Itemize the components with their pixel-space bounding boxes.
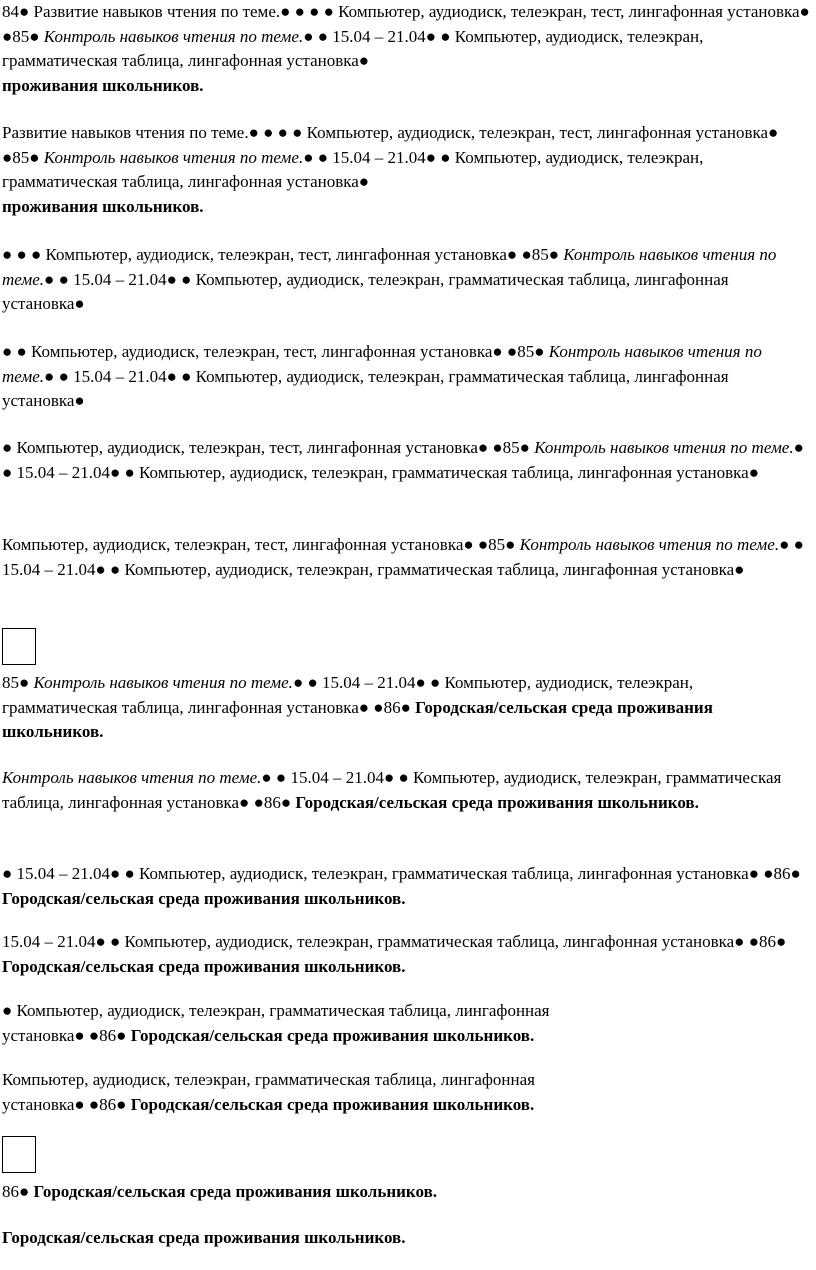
bold-text: Городская/сельская среда проживания школьников. [2,956,406,976]
bold-text: Городская/сельская среда проживания школьников. [2,888,406,908]
text-run: 15.04 – 21.04● ● Компьютер, аудиодиск, телеэкран, грамматическая таблица, лингафонная установка● ●86● [2,932,787,951]
text-fragment [2,121,810,219]
text-run: установка● ●86● [2,1025,131,1045]
text-run: ● ● 15.04 – 21.04● ● Компьютер, аудиодиск, телеэкран, грамматическая таблица, лингафонная установка● [2,269,729,313]
italic-text: Контроль навыков чтения по теме. [2,342,762,386]
bold-text: проживания школьников. [2,75,204,95]
text-run: Развитие навыков чтения по теме.● ● ● ● Компьютер, аудиодиск, телеэкран, тест, лингафонная установка● ●85● [2,123,779,167]
text-run: ● ● 15.04 – 21.04● ● Компьютер, аудиодиск, телеэкран, грамматическая таблица, лингафонная установка● [2,438,804,482]
text-run: ● ● 15.04 – 21.04● ● Компьютер, аудиодиск, телеэкран, грамматическая таблица, лингафонная установка● [2,366,729,410]
text-fragment [2,1226,810,1251]
bold-text: проживания школьников. [2,196,204,216]
text-run: ● ● 15.04 – 21.04● ● Компьютер, аудиодиск, телеэкран, грамматическая таблица, лингафонная установка● [2,26,704,70]
italic-text: Контроль навыков чтения по теме. [33,673,293,692]
italic-text: Контроль навыков чтения по теме. [519,535,780,554]
italic-text: Контроль навыков чтения по теме. [534,438,794,457]
text-run: ● Компьютер, аудиодиск, телеэкран, тест, лингафонная установка● ●85● [2,438,535,457]
text-run: ● ● 15.04 – 21.04● ● Компьютер, аудиодиск, телеэкран, грамматическая таблица, лингафонная установка● [2,147,704,191]
bold-text: Городская/сельская среда проживания школьников. [130,1025,535,1045]
italic-text: Контроль навыков чтения по теме. [43,147,304,167]
bold-text: Городская/сельская среда проживания школьников. [33,1182,438,1201]
italic-text: Контроль навыков чтения по теме. [2,768,262,787]
text-run: ● ● 15.04 – 21.04● ● Компьютер, аудиодиск, телеэкран, грамматическая таблица, лингафонная установка● ●86● [2,673,694,717]
text-fragment [2,243,810,317]
text-run: 86● [2,1182,34,1201]
text-fragment [2,1180,810,1205]
text-run: установка● ●86● [2,1094,131,1114]
bold-text: Городская/сельская среда проживания школьников. [2,1228,406,1247]
text-fragment [2,1068,810,1117]
text-fragment [2,862,810,911]
text-run: ● 15.04 – 21.04● ● Компьютер, аудиодиск, телеэкран, грамматическая таблица, лингафонная установка● ●86● [2,864,801,883]
text-fragment [2,340,810,414]
text-run: ● ● 15.04 – 21.04● ● Компьютер, аудиодиск, телеэкран, грамматическая таблица, лингафонная установка● ●86● [2,768,782,812]
text-fragment [2,999,810,1048]
bold-text: Городская/сельская среда проживания школьников. [130,1094,535,1114]
text-run: Компьютер, аудиодиск, телеэкран, грамматическая таблица, лингафонная [2,1070,535,1089]
text-fragment [2,0,810,98]
text-run: 84● Развитие навыков чтения по теме.● ● ● ● Компьютер, аудиодиск, телеэкран, тест, лингафонная установка● ●85● [2,2,810,46]
text-run: ● ● 15.04 – 21.04● ● Компьютер, аудиодиск, телеэкран, грамматическая таблица, лингафонная установка● [2,535,804,579]
text-fragment [2,766,810,815]
text-run: ● ● Компьютер, аудиодиск, телеэкран, тест, лингафонная установка● ●85● [2,342,549,361]
text-fragment [2,436,810,485]
bold-text: Городская/сельская среда проживания школьников. [2,697,713,741]
empty-box [2,1136,36,1173]
text-run: ● Компьютер, аудиодиск, телеэкран, грамматическая таблица, лингафонная [2,1001,550,1020]
italic-text: Контроль навыков чтения по теме. [43,26,304,46]
empty-box [2,628,36,665]
italic-text: Контроль навыков чтения по теме. [2,245,777,289]
text-run: 85● [2,673,34,692]
text-fragment [2,533,810,582]
text-fragment [2,671,810,745]
text-run: Компьютер, аудиодиск, телеэкран, тест, лингафонная установка● ●85● [2,535,520,554]
text-run: ● ● ● Компьютер, аудиодиск, телеэкран, тест, лингафонная установка● ●85● [2,245,564,264]
bold-text: Городская/сельская среда проживания школьников. [295,792,699,812]
text-fragment [2,930,810,979]
